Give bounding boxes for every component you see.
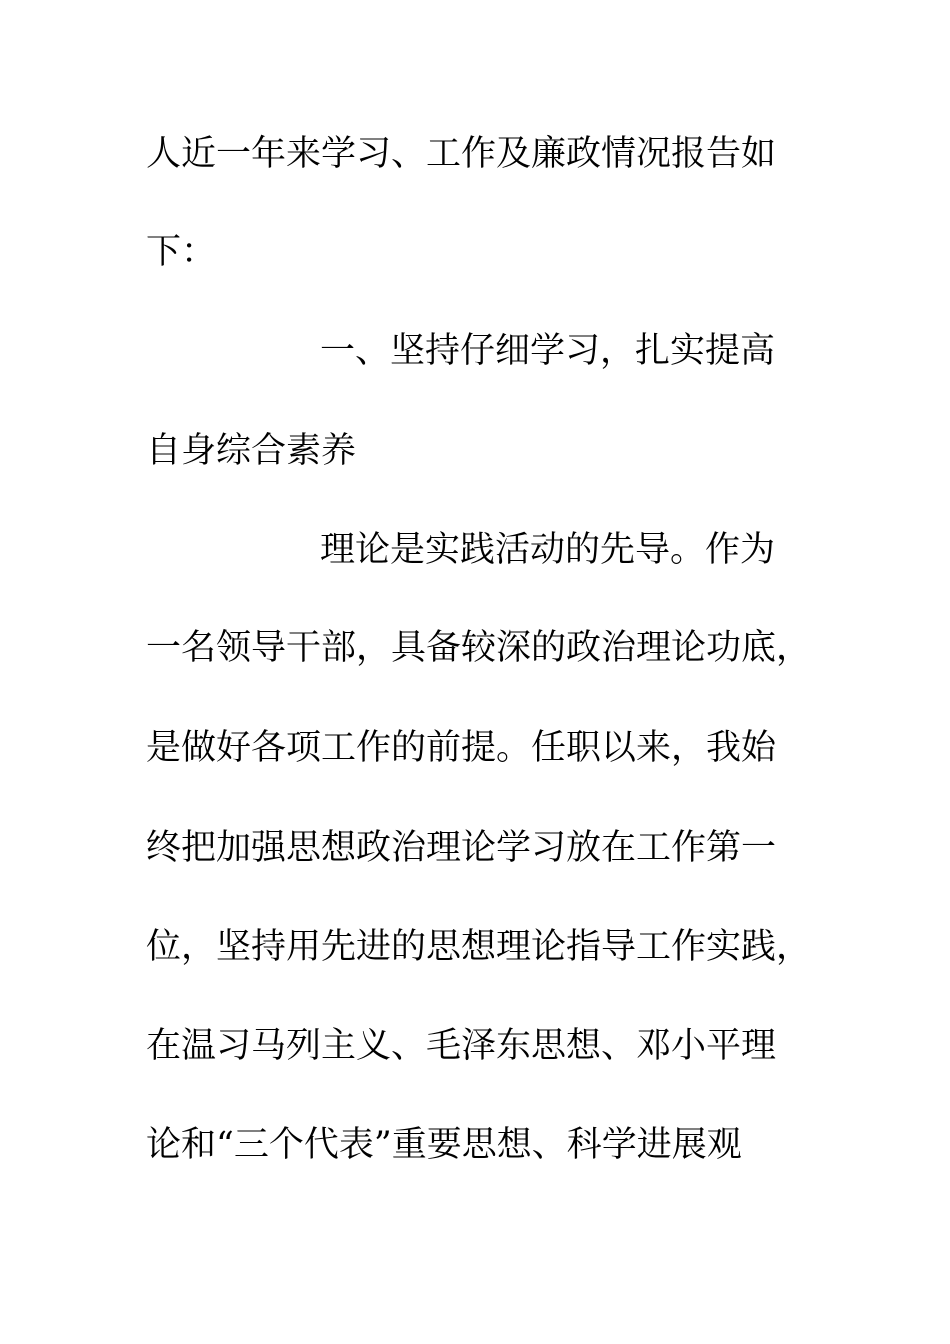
paragraph-line: 理论是实践活动的先导。作为	[320, 530, 776, 570]
paragraph-line: 人近一年来学习、工作及廉政情况报告如	[146, 134, 777, 174]
paragraph-line: 终把加强思想政治理论学习放在工作第一	[146, 828, 777, 868]
section-heading-line: 一、坚持仔细学习，扎实提高	[320, 331, 776, 371]
paragraph-line: 是做好各项工作的前提。任职以来，我始	[146, 728, 777, 768]
paragraph-line: 位，坚持用先进的思想理论指导工作实践，	[146, 927, 812, 967]
paragraph-line: 论和“三个代表”重要思想、科学进展观	[146, 1125, 742, 1165]
paragraph-line: 一名领导干部，具备较深的政治理论功底，	[146, 628, 812, 668]
paragraph-line: 下：	[146, 232, 217, 272]
paragraph-line: 在温习马列主义、毛泽东思想、邓小平理	[146, 1026, 777, 1066]
section-heading-line: 自身综合素养	[146, 431, 357, 471]
